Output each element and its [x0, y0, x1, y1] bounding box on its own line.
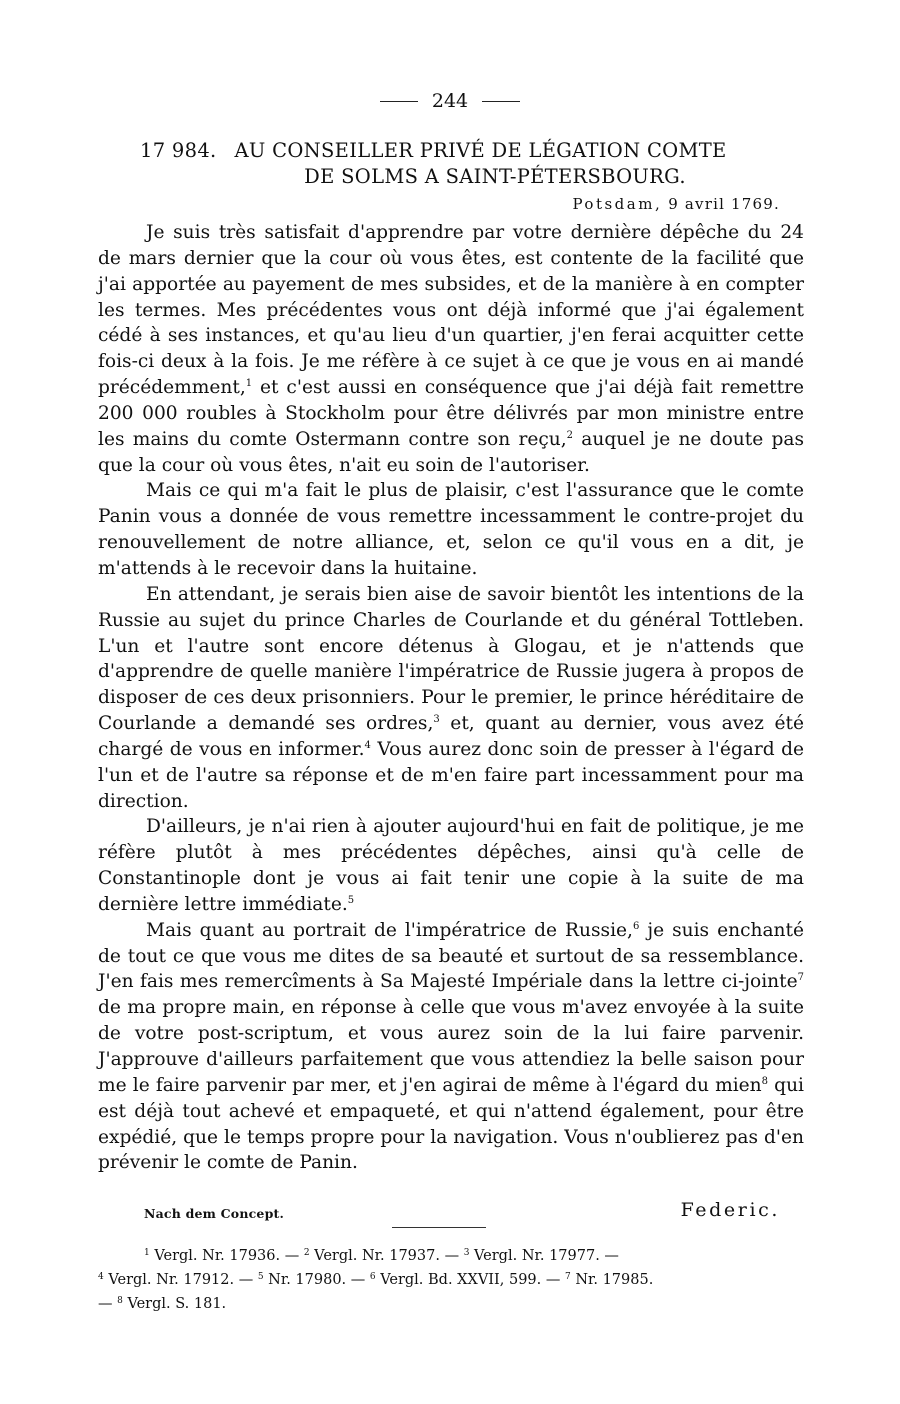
footnote-marker: 2: [303, 1248, 310, 1258]
footnote-marker: 2: [566, 429, 574, 441]
text-run: Vergl. Nr. 17937. —: [309, 1248, 464, 1264]
footnote-line: [98, 1292, 804, 1316]
text-run: D'ailleurs, je n'ai rien à ajouter aujourd'hui en fait de politique, je me réfère plutôt à mes précédentes dépêches, ainsi qu'à celle de Constantinople dont je vous ai fait tenir une copie à la suite de ma dernière lettre immédiate.: [98, 816, 804, 915]
footnote-marker: 4: [98, 1272, 104, 1282]
text-run: je suis enchanté de tout ce que vous me dites de sa beauté et surtout de sa ressemblance. J'en fais mes remercîments à Sa Majesté Impériale dans la lettre ci-jointe: [98, 919, 804, 993]
paragraph: [98, 478, 804, 581]
paragraph: [98, 582, 804, 815]
footnote-line: [98, 1244, 804, 1268]
title-text-1: AU CONSEILLER PRIVÉ DE LÉGATION COMTE: [234, 139, 727, 162]
text-run: Je suis très satisfait d'apprendre par votre dernière dépêche du 24 de mars dernier que la cour où vous êtes, est contente de la facilité que j'ai apportée au payement de mes subsides, et de la manière à en compter les termes. Mes précédentes vous ont déjà informé que j'ai également cédé à ses instances, et qu'au lieu d'un quartier, j'en ferai acquitter cette fois-ci deux à la fois. Je me réfère à ce sujet à ce que je vous en ai mandé précédemment,: [98, 222, 804, 399]
footnote-marker: 5: [257, 1272, 264, 1282]
letter-body: [98, 220, 804, 1176]
footnote-marker: 5: [347, 894, 355, 906]
text-run: Nr. 17980. —: [263, 1272, 370, 1288]
footnote-marker: 7: [797, 972, 804, 984]
text-run: Vergl. Nr. 17912. —: [103, 1272, 258, 1288]
paragraph: [98, 918, 804, 1176]
dateline-place: Potsdam,: [572, 195, 663, 213]
text-run: En attendant, je serais bien aise de savoir bientôt les intentions de la Russie au sujet du prince Charles de Courlande et du général Tottleben. L'un et l'autre sont encore détenus à Glogau, et je n'attends que d'apprendre de quelle manière l'impératrice de Russie jugera à propos de disposer de ces deux prisonniers. Pour le premier, le prince héréditaire de Courlande a demandé ses ordres,: [98, 583, 804, 735]
footnote-line: [98, 1268, 804, 1292]
footnote-marker: 1: [245, 378, 253, 390]
dateline: [572, 195, 780, 213]
dateline-date: 9 avril 1769.: [668, 195, 780, 213]
header-dash-left: [380, 101, 418, 102]
text-run: Nr. 17985.: [570, 1272, 654, 1288]
page-header: [0, 88, 900, 114]
text-run: Vous aurez donc soin de presser à l'égard de l'un et de l'autre sa réponse et de m'en faire part incessamment pour ma direction.: [98, 738, 805, 812]
letter-title: [140, 138, 780, 190]
text-run: et c'est aussi en conséquence que j'ai déjà fait remettre 200 000 roubles à Stockholm pour être délivrés par mon ministre entre les mains du comte Ostermann contre son reçu,: [98, 377, 804, 450]
signature: Federic.: [680, 1199, 780, 1221]
text-run: Vergl. Nr. 17977. —: [469, 1248, 619, 1264]
footnote-marker: 1: [144, 1248, 150, 1258]
footnote-marker: 3: [433, 714, 440, 726]
paragraph: [98, 220, 804, 478]
footnotes: [98, 1244, 804, 1316]
text-run: Mais ce qui m'a fait le plus de plaisir, c'est l'assurance que le comte Panin vous a donnée de vous remettre incessamment le contre-projet du renouvellement de notre alliance, et, selon ce qu'il vous en a dit, je m'attends à le recevoir dans la huitaine.: [98, 480, 804, 579]
footnote-marker: 6: [632, 920, 640, 932]
footnote-marker: 3: [463, 1248, 470, 1258]
text-run: Mais quant au portrait de l'impératrice de Russie,: [146, 919, 633, 941]
text-run: —: [98, 1296, 118, 1312]
letter-number: 17 984.: [140, 139, 217, 162]
text-run: Vergl. S. 181.: [122, 1296, 227, 1312]
footnote-marker: 6: [369, 1272, 376, 1282]
footnote-separator: [392, 1227, 486, 1228]
text-run: qui est déjà tout achevé et empaqueté, et qui n'attend également, pour être expédié, que le temps propre pour la navigation. Vous n'oublierez pas d'en prévenir le comte de Panin.: [98, 1074, 804, 1174]
text-run: de ma propre main, en réponse à celle que vous m'avez envoyée à la suite de votre post-scriptum, et vous aurez soin de la lui faire parvenir. J'approuve d'ailleurs parfaitement que vous attendiez la belle saison pour me le faire parvenir par mer, et j'en agirai de même à l'égard du mien: [98, 997, 804, 1096]
header-dash-right: [482, 101, 520, 102]
title-line-2: DE SOLMS A SAINT-PÉTERSBOURG.: [304, 165, 686, 188]
footnote-marker: 7: [564, 1272, 571, 1282]
title-line-1: [140, 138, 780, 164]
text-run: et, quant au dernier, vous avez été chargé de vous en informer.: [98, 713, 804, 760]
paragraph: [98, 814, 804, 917]
source-note: Nach dem Concept.: [144, 1206, 285, 1221]
footnote-marker: 8: [761, 1075, 769, 1087]
text-run: Vergl. Bd. XXVII, 599. —: [375, 1272, 565, 1288]
footnote-marker: 4: [364, 739, 371, 751]
page-number: 244: [431, 90, 469, 112]
text-run: auquel je ne doute pas que la cour où vous êtes, n'ait eu soin de l'autoriser.: [98, 428, 804, 476]
closing: [98, 1199, 780, 1227]
footnote-marker: 8: [117, 1296, 123, 1306]
text-run: Vergl. Nr. 17936. —: [149, 1248, 304, 1264]
